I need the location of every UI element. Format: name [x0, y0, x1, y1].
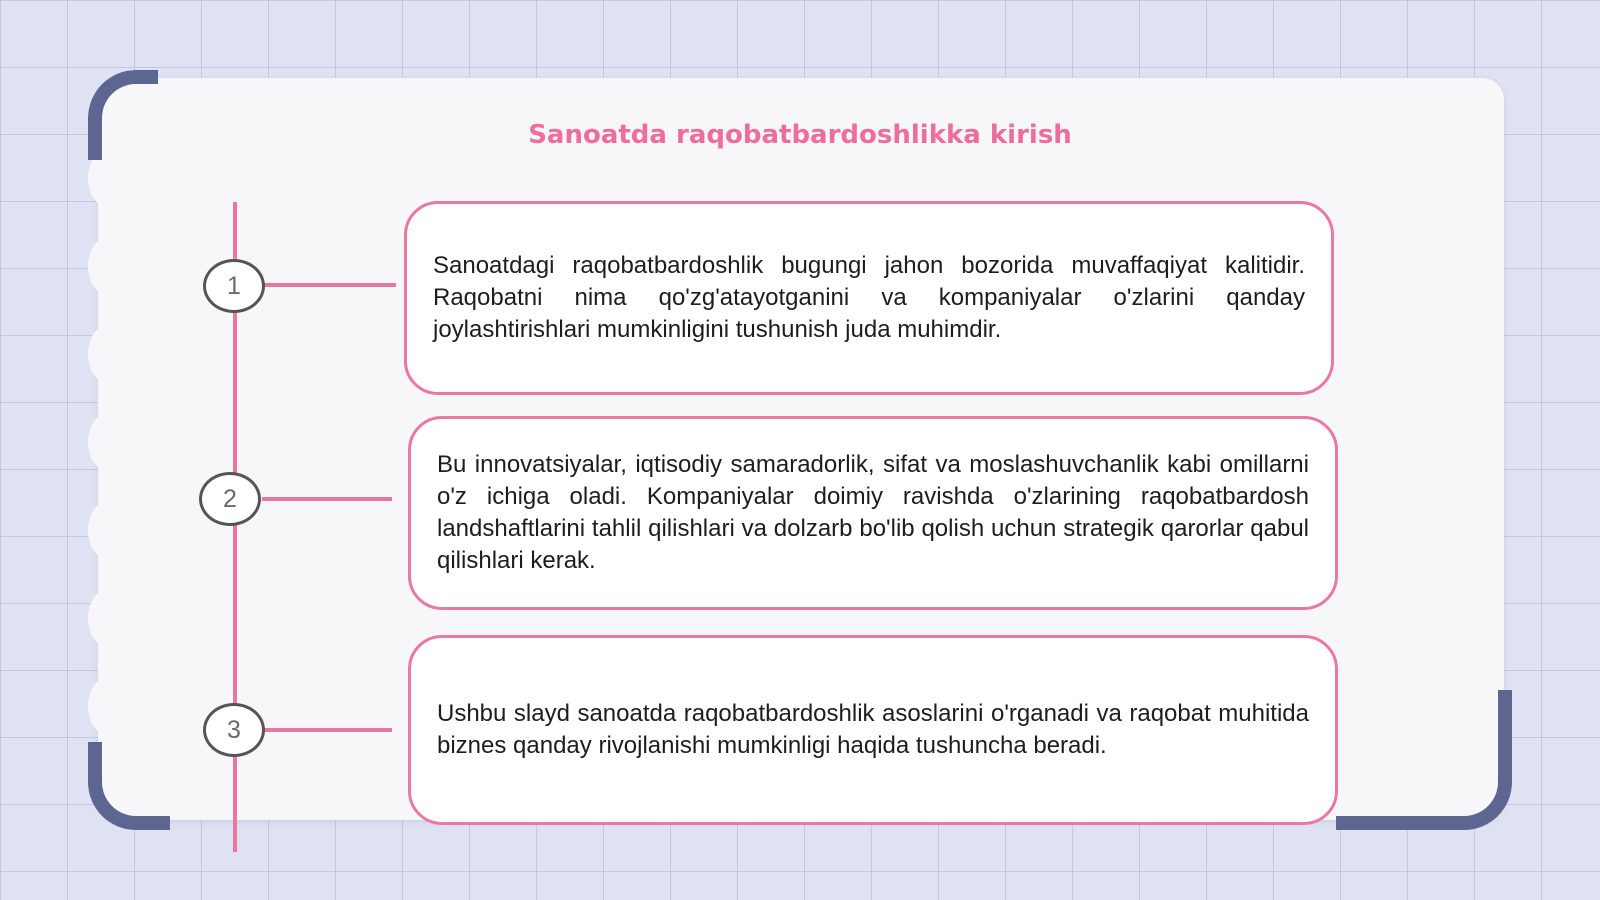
paper-scallop [88, 502, 124, 558]
step-2-text: Bu innovatsiyalar, iqtisodiy samaradorlik, sifat va moslashuvchanlik kabi omillarni o'z ichiga oladi. Kompaniyalar doimiy ravishda o'zlarining raqobatbardosh landshaftlarini tahlil qilishlari va dolzarb bo'lib qolish uchun strategik qarorlar qabul qilishlari kerak. [437, 451, 1309, 574]
step-3-number: 3 [203, 703, 265, 757]
paper-scallop [88, 238, 124, 294]
paper-scallop [88, 678, 124, 734]
step-2-connector [262, 497, 392, 501]
step-3-card [408, 635, 1338, 825]
step-1-number: 1 [203, 259, 265, 313]
step-2-number: 2 [199, 472, 261, 526]
paper-scallop [88, 414, 124, 470]
step-1-connector [264, 283, 396, 287]
step-3-connector [264, 728, 392, 732]
frame-corner-bottom-left [88, 742, 170, 830]
paper-scallop [88, 590, 124, 646]
step-3-text: Ushbu slayd sanoatda raqobatbardoshlik asoslarini o'rganadi va raqobat muhitida biznes qanday rivojlanishi mumkinligi haqida tushuncha beradi. [437, 700, 1309, 759]
paper-scallop [88, 326, 124, 382]
step-2-card [408, 416, 1338, 610]
frame-corner-bottom-right [1336, 690, 1512, 830]
step-1-card [404, 201, 1334, 395]
slide-title: Sanoatda raqobatbardoshlikka kirish [528, 120, 1072, 150]
step-1-text: Sanoatdagi raqobatbardoshlik bugungi jahon bozorida muvaffaqiyat kalitidir. Raqobatni nima qo'zg'atayotganini va kompaniyalar o'zlarini qanday joylashtirishlari mumkinligini tushunish juda muhimdir. [433, 252, 1305, 343]
